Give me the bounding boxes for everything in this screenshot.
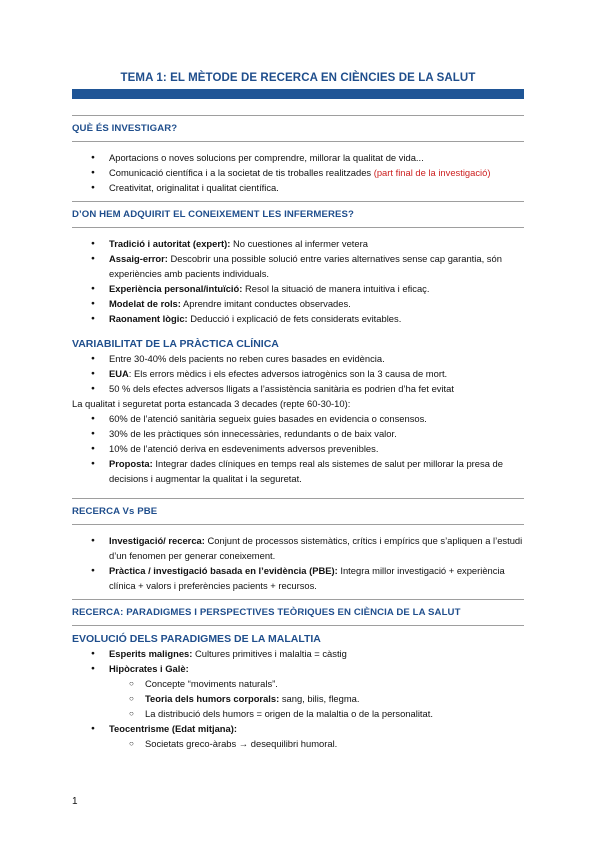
list-item: ● Pràctica / investigació basada en l’evidència (PBE): Integra millor investigació + experiència clínica + valors i preferències pacients + recursos. [72, 563, 524, 593]
list-item: ● 60% de l’atenció sanitària segueix guies basades en evidencia o consensos. [72, 411, 524, 426]
section-heading-coneixement: D’ON HEM ADQUIRIT EL CONEIXEMENT LES INFERMERES? [72, 209, 354, 220]
sub-list-item: ○ Teoria dels humors corporals: sang, bilis, flegma. [72, 691, 524, 706]
list-paradigmes [72, 646, 524, 751]
sub-list-item: ○ Societats greco-àrabs → desequilibri humoral. [72, 736, 524, 751]
list-item: ● Aportacions o noves solucions per comprendre, millorar la qualitat de vida... [72, 150, 524, 165]
paragraph-qualitat: La qualitat i seguretat porta estancada 3 decades (repte 60-30-10): [72, 398, 351, 409]
subheading-evolucio: EVOLUCIÓ DELS PARADIGMES DE LA MALALTIA [72, 633, 321, 645]
list-item: ● Entre 30-40% dels pacients no reben cures basades en evidència. [72, 351, 524, 366]
list-item: ● Comunicació científica i a la societat de tis troballes realitzades (part final de la investigació) [72, 165, 524, 180]
section-heading-variabilitat: VARIABILITAT DE LA PRÀCTICA CLÍNICA [72, 338, 279, 350]
list-item: ● 50 % dels efectes adversos lligats a l’assistència sanitària es podrien d’ha fet evitat [72, 381, 524, 396]
document-page [72, 70, 524, 751]
list-item: ● 10% de l’atenció deriva en esdeveniments adversos prevenibles. [72, 441, 524, 456]
list-item: ● Raonament lògic: Deducció i explicació de fets considerats evitables. [72, 311, 524, 326]
sub-list-item: ○ Concepte “moviments naturals”. [72, 676, 524, 691]
list-item: ● Esperits malignes: Cultures primitives i malaltia = càstig [72, 646, 524, 661]
list-item: ● Hipòcrates i Galè: [72, 661, 524, 676]
divider [72, 498, 524, 499]
page-number: 1 [72, 796, 78, 807]
list-item: ● Modelat de rols: Aprendre imitant conductes observades. [72, 296, 524, 311]
list-coneixement [72, 236, 524, 326]
list-item: ● Tradició i autoritat (expert): No cuestiones al infermer vetera [72, 236, 524, 251]
list-item: ● Creativitat, originalitat i qualitat científica. [72, 180, 524, 195]
divider [72, 115, 524, 116]
divider [72, 524, 524, 525]
list-investigar [72, 150, 524, 195]
divider [72, 201, 524, 202]
list-item: ● Proposta: Integrar dades clíniques en temps real als sistemes de salut per millorar la presa de decisions i augmentar la qualitat i la seguretat. [72, 456, 524, 486]
divider [72, 141, 524, 142]
list-item: ● Teocentrisme (Edat mitjana): [72, 721, 524, 736]
page-title: TEMA 1: EL MÈTODE DE RECERCA EN CIÈNCIES DE LA SALUT [120, 72, 476, 84]
list-variabilitat [72, 351, 524, 396]
section-heading-investigar: QUÈ ÉS INVESTIGAR? [72, 123, 178, 134]
list-recerca-pbe [72, 533, 524, 593]
sub-list-item: ○ La distribució dels humors = origen de la malaltia o de la personalitat. [72, 706, 524, 721]
list-item: ● Investigació/ recerca: Conjunt de processos sistemàtics, crítics i empírics que s’apliquen a l’estudi d’un fenomen per generar coneixement. [72, 533, 524, 563]
list-item: ● EUA: Els errors mèdics i els efectes adversos iatrogènics son la 3 causa de mort. [72, 366, 524, 381]
divider [72, 599, 524, 600]
section-heading-paradigmes: RECERCA: PARADIGMES I PERSPECTIVES TEÒRIQUES EN CIÈNCIA DE LA SALUT [72, 607, 461, 618]
divider [72, 625, 524, 626]
section-heading-recerca-pbe: RECERCA Vs PBE [72, 506, 158, 517]
list-item: ● Experiència personal/intuïció: Resol la situació de manera intuitiva i eficaç. [72, 281, 524, 296]
divider [72, 227, 524, 228]
list-item: ● Assaig-error: Descobrir una possible solució entre varies alternatives sense cap garantia, són experiències amb pacients individuals. [72, 251, 524, 281]
title-bar [72, 89, 524, 99]
red-note: (part final de la investigació) [373, 167, 491, 178]
list-item: ● 30% de les pràctiques són innecessàries, redundants o de baix valor. [72, 426, 524, 441]
list-repte [72, 411, 524, 486]
